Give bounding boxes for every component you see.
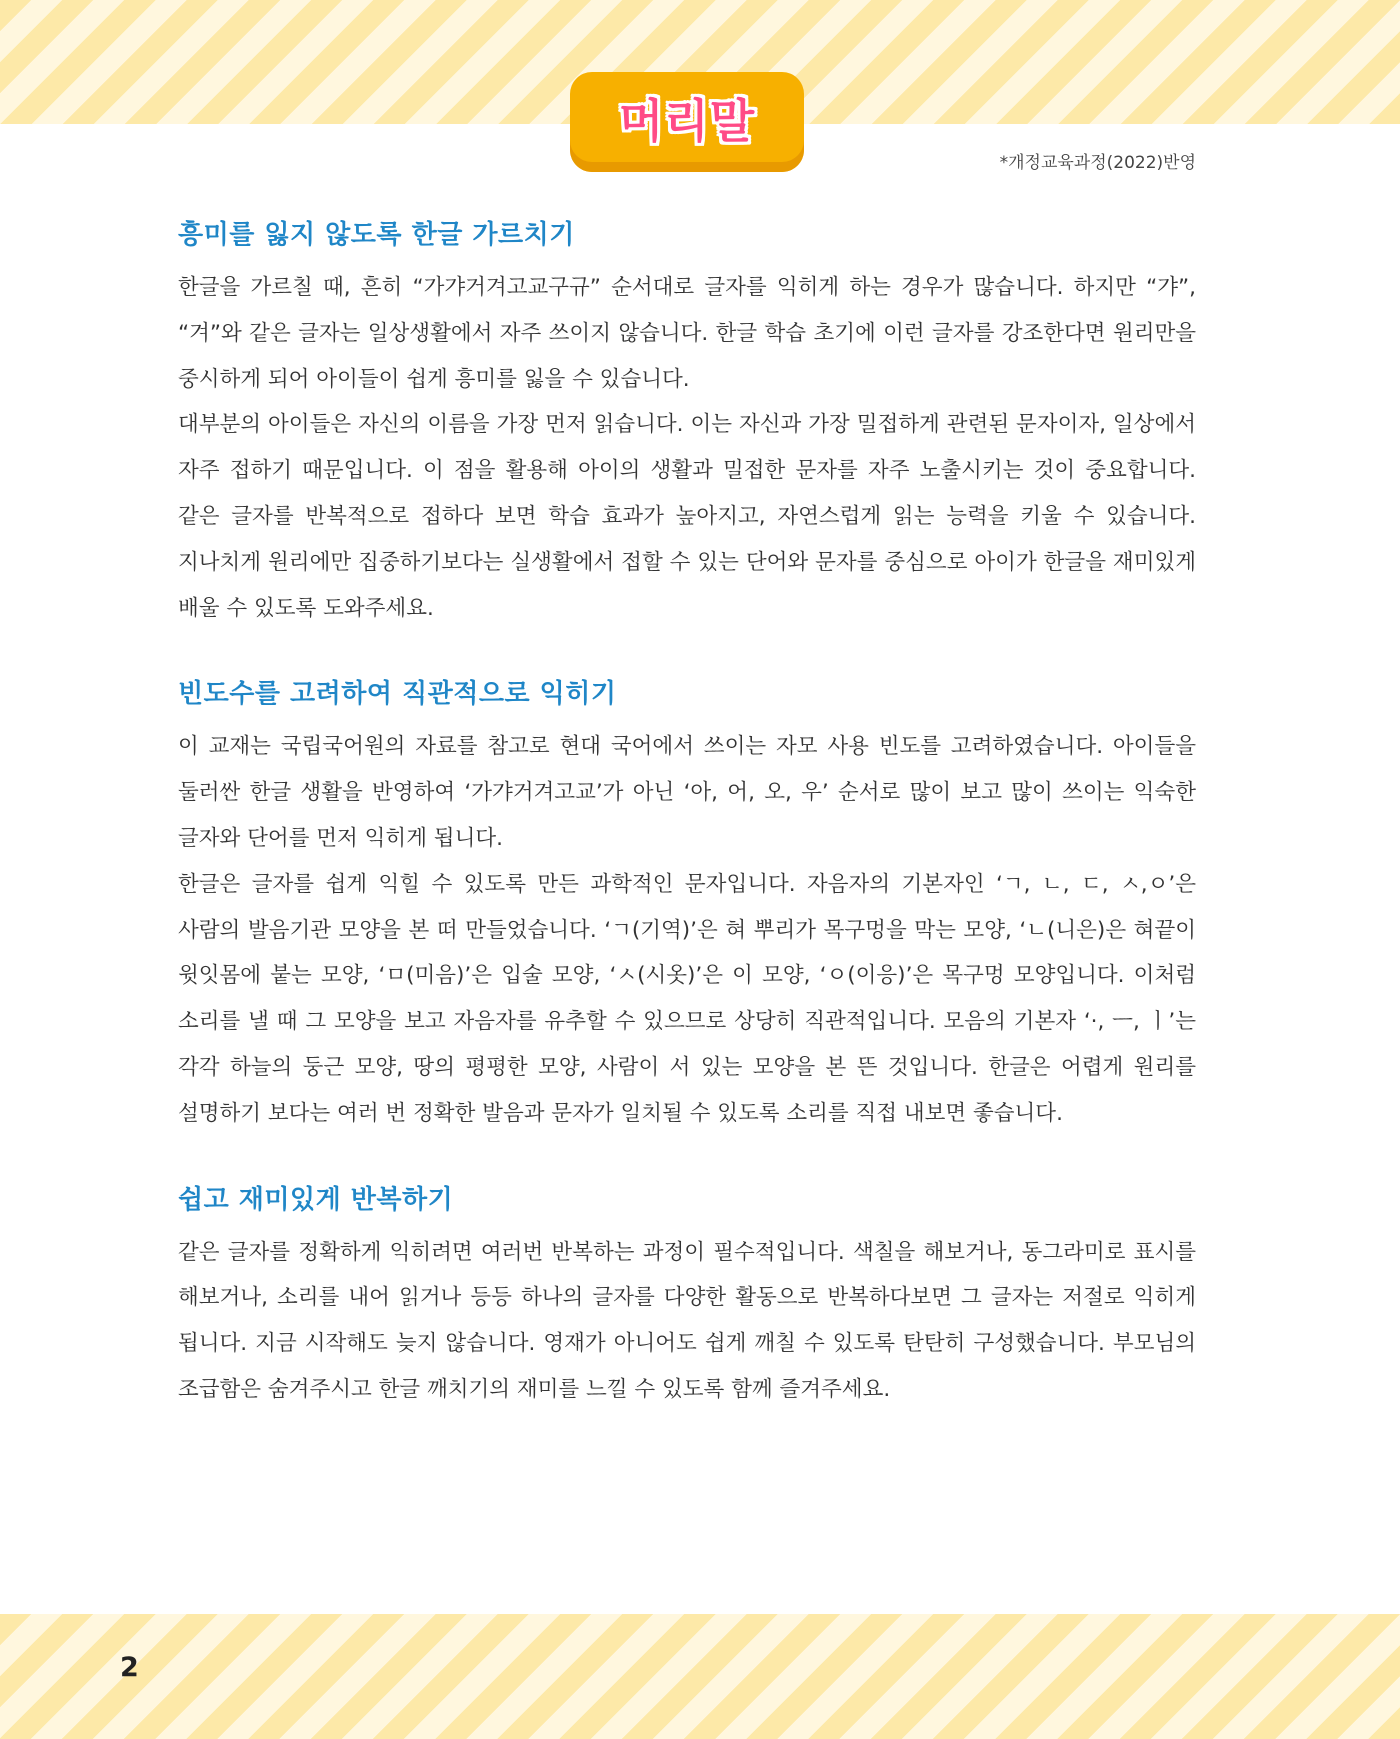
page-title: 머리말 xyxy=(618,94,756,148)
bottom-stripe-band xyxy=(0,1614,1400,1739)
page-number: 2 xyxy=(120,1652,139,1683)
section-heading: 쉽고 재미있게 반복하기 xyxy=(178,1184,454,1215)
section-interest xyxy=(178,214,1196,631)
curriculum-note: *개정교육과정(2022)반영 xyxy=(999,153,1196,173)
preface-content xyxy=(178,214,1196,1455)
paragraph: 대부분의 아이들은 자신의 이름을 가장 먼저 읽습니다. 이는 자신과 가장 밀접하게 관련된 문자이자, 일상에서 자주 접하기 때문입니다. 이 점을 활용해 아이의 생활과 밀접한 문자를 자주 노출시키는 것이 중요합니다. 같은 글자를 반복적으로 접하다 보면 학습 효과가 높아지고, 자연스럽게 읽는 능력을 키울 수 있습니다. 지나치게 원리에만 집중하기보다는 실생활에서 접할 수 있는 단어와 문자를 중심으로 아이가 한글을 재미있게 배울 수 있도록 도와주세요. xyxy=(178,412,1196,621)
title-badge xyxy=(570,72,804,172)
section-heading: 흥미를 잃지 않도록 한글 가르치기 xyxy=(178,220,575,250)
paragraph: 같은 글자를 정확하게 익히려면 여러번 반복하는 과정이 필수적입니다. 색칠을 해보거나, 동그라미로 표시를 해보거나, 소리를 내어 읽거나 등등 하나의 글자를 다양한 활동으로 반복하다보면 그 글자는 저절로 익히게 됩니다. 지금 시작해도 늦지 않습니다. 영재가 아니어도 쉽게 깨칠 수 있도록 탄탄히 구성했습니다. 부모님의 조급함은 숨겨주시고 한글 깨치기의 재미를 느낄 수 있도록 함께 즐겨주세요. xyxy=(178,1239,1196,1402)
paragraph: 한글은 글자를 쉽게 익힐 수 있도록 만든 과학적인 문자입니다. 자음자의 기본자인 ‘ㄱ, ㄴ, ㄷ, ㅅ,ㅇ’은 사람의 발음기관 모양을 본 떠 만들었습니다. ‘ㄱ(기역)’은 혀 뿌리가 목구멍을 막는 모양, ‘ㄴ(니은)은 혀끝이 윗잇몸에 붙는 모양, ‘ㅁ(미음)’은 입술 모양, ‘ㅅ(시옷)’은 이 모양, ‘ㅇ(이응)’은 목구멍 모양입니다. 이처럼 소리를 낼 때 그 모양을 보고 자음자를 유추할 수 있으므로 상당히 직관적입니다. 모음의 기본자 ‘·, ㅡ, ㅣ’는 각각 하늘의 둥근 모양, 땅의 평평한 모양, 사람이 서 있는 모양을 본 뜬 것입니다. 한글은 어렵게 원리를 설명하기 보다는 여러 번 정확한 발음과 문자가 일치될 수 있도록 소리를 직접 내보면 좋습니다. xyxy=(178,871,1196,1126)
paragraph: 이 교재는 국립국어원의 자료를 참고로 현대 국어에서 쓰이는 자모 사용 빈도를 고려하였습니다. 아이들을 둘러싼 한글 생활을 반영하여 ‘가갸거겨고교’가 아닌 ‘아, 어, 오, 우’ 순서로 많이 보고 많이 쓰이는 익숙한 글자와 단어를 먼저 익히게 됩니다. xyxy=(178,734,1196,851)
section-frequency xyxy=(178,673,1196,1136)
section-heading: 빈도수를 고려하여 직관적으로 익히기 xyxy=(178,679,617,710)
section-repetition xyxy=(178,1179,1196,1413)
paragraph: 한글을 가르칠 때, 흔히 “가갸거겨고교구규” 순서대로 글자를 익히게 하는 경우가 많습니다. 하지만 “갸”, “겨”와 같은 글자는 일상생활에서 자주 쓰이지 않습니다. 한글 학습 초기에 이런 글자를 강조한다면 원리만을 중시하게 되어 아이들이 쉽게 흥미를 잃을 수 있습니다. xyxy=(178,275,1196,392)
